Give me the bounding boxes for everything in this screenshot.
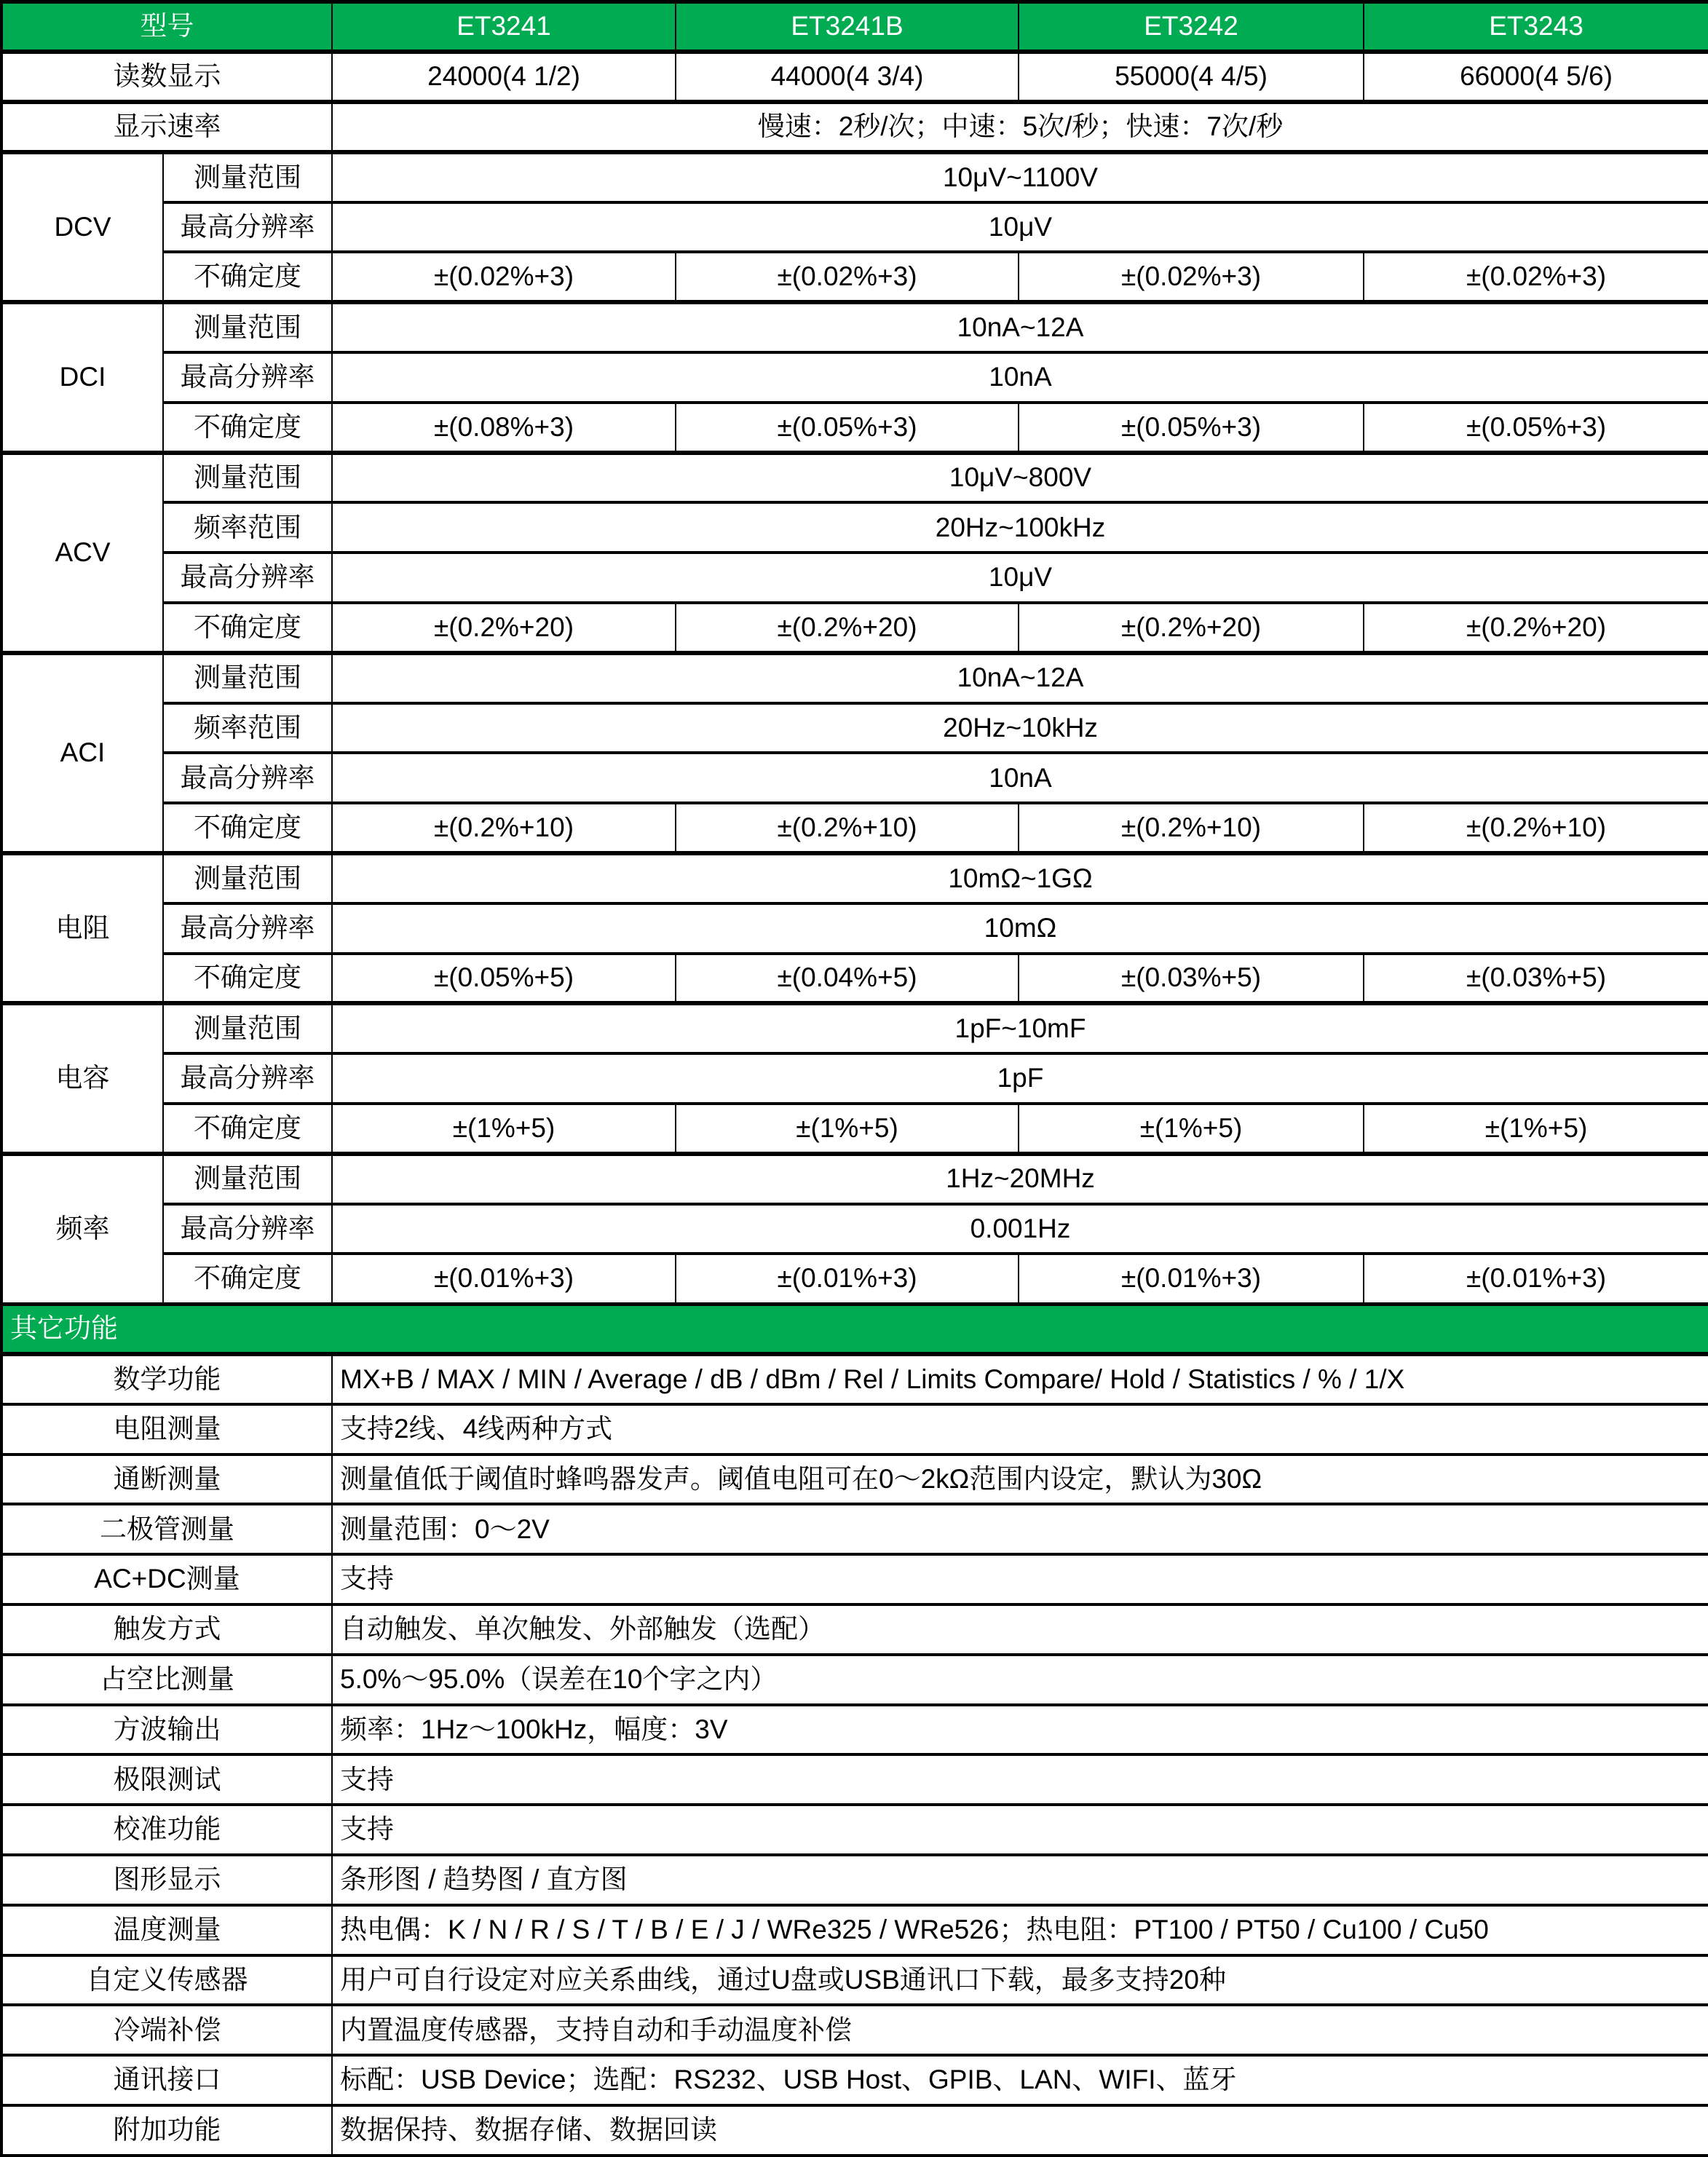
function-label: 通讯接口 — [1, 2055, 332, 2105]
spec-value-merged: 10nA — [332, 352, 1708, 403]
section-name: DCV — [1, 152, 163, 302]
section-name: ACV — [1, 453, 163, 653]
table-row — [1, 2105, 1708, 2156]
spec-value: ±(0.02%+3) — [676, 252, 1019, 302]
function-label: AC+DC测量 — [1, 1554, 332, 1604]
spec-row-label: 测量范围 — [163, 152, 332, 202]
section-name: ACI — [1, 653, 163, 853]
table-row — [1, 2, 1708, 52]
spec-value: ±(0.2%+20) — [332, 603, 676, 653]
function-value: 自动触发、单次触发、外部触发（选配） — [332, 1604, 1708, 1655]
table-row — [1, 1204, 1708, 1254]
spec-value: ±(1%+5) — [332, 1104, 676, 1154]
function-label: 图形显示 — [1, 1855, 332, 1905]
table-row — [1, 703, 1708, 753]
function-value: 用户可自行设定对应关系曲线，通过U盘或USB通讯口下载，最多支持20种 — [332, 1955, 1708, 2006]
spec-value-merged: 10μV — [332, 202, 1708, 253]
model-header-label: 型号 — [1, 2, 332, 52]
spec-value: ±(0.01%+3) — [676, 1254, 1019, 1304]
spec-value: ±(0.08%+3) — [332, 403, 676, 453]
table-row — [1, 954, 1708, 1004]
table-row — [1, 1254, 1708, 1304]
spec-row-label: 不确定度 — [163, 803, 332, 853]
spec-value: ±(1%+5) — [676, 1104, 1019, 1154]
spec-value: ±(0.02%+3) — [1019, 252, 1364, 302]
reading-value: 24000(4 1/2) — [332, 52, 676, 102]
function-label: 通断测量 — [1, 1455, 332, 1505]
spec-row-label: 最高分辨率 — [163, 202, 332, 253]
function-value: 支持 — [332, 1805, 1708, 1855]
spec-row-label: 最高分辨率 — [163, 1204, 332, 1254]
spec-value-merged: 10μV — [332, 553, 1708, 603]
table-row — [1, 502, 1708, 553]
table-row — [1, 903, 1708, 954]
table-row — [1, 1104, 1708, 1154]
function-label: 触发方式 — [1, 1604, 332, 1655]
table-row — [1, 1504, 1708, 1554]
table-row — [1, 1604, 1708, 1655]
reading-value: 55000(4 4/5) — [1019, 52, 1364, 102]
spec-row-label: 测量范围 — [163, 853, 332, 903]
function-value: 支持 — [332, 1754, 1708, 1805]
table-row — [1, 1754, 1708, 1805]
table-row — [1, 202, 1708, 253]
spec-value: ±(0.01%+3) — [1019, 1254, 1364, 1304]
table-row — [1, 352, 1708, 403]
table-row — [1, 1304, 1708, 1354]
spec-value-merged: 10mΩ~1GΩ — [332, 853, 1708, 903]
table-row — [1, 603, 1708, 653]
spec-row-label: 测量范围 — [163, 1003, 332, 1053]
spec-value-merged: 10nA~12A — [332, 302, 1708, 352]
spec-value: ±(0.02%+3) — [332, 252, 676, 302]
model-name: ET3242 — [1019, 2, 1364, 52]
rate-value: 慢速：2秒/次；中速：5次/秒；快速：7次/秒 — [332, 102, 1708, 152]
function-value: 频率：1Hz～100kHz，幅度：3V — [332, 1705, 1708, 1755]
spec-value: ±(0.05%+3) — [1364, 403, 1708, 453]
spec-row-label: 测量范围 — [163, 1154, 332, 1204]
table-row — [1, 553, 1708, 603]
function-label: 占空比测量 — [1, 1655, 332, 1705]
function-value: MX+B / MAX / MIN / Average / dB / dBm / Rel / Limits Compare/ Hold / Statistics / % / 1/X — [332, 1354, 1708, 1404]
table-row — [1, 1003, 1708, 1053]
model-name: ET3243 — [1364, 2, 1708, 52]
spec-value: ±(0.03%+5) — [1364, 954, 1708, 1004]
spec-value-merged: 20Hz~100kHz — [332, 502, 1708, 553]
spec-row-label: 测量范围 — [163, 302, 332, 352]
function-value: 5.0%～95.0%（误差在10个字之内） — [332, 1655, 1708, 1705]
spec-row-label: 最高分辨率 — [163, 753, 332, 803]
spec-row-label: 测量范围 — [163, 453, 332, 503]
spec-value: ±(0.2%+10) — [1364, 803, 1708, 853]
table-row — [1, 52, 1708, 102]
function-value: 测量范围：0～2V — [332, 1504, 1708, 1554]
function-label: 温度测量 — [1, 1905, 332, 1955]
function-value: 测量值低于阈值时蜂鸣器发声。阈值电阻可在0～2kΩ范围内设定，默认为30Ω — [332, 1455, 1708, 1505]
reading-value: 66000(4 5/6) — [1364, 52, 1708, 102]
spec-value-merged: 10mΩ — [332, 903, 1708, 954]
spec-value: ±(0.05%+3) — [676, 403, 1019, 453]
spec-row-label: 最高分辨率 — [163, 553, 332, 603]
spec-value: ±(0.04%+5) — [676, 954, 1019, 1004]
section-name: 电容 — [1, 1003, 163, 1153]
function-value: 标配：USB Device；选配：RS232、USB Host、GPIB、LAN、WIFI、蓝牙 — [332, 2055, 1708, 2105]
spec-row-label: 不确定度 — [163, 1254, 332, 1304]
table-row — [1, 1053, 1708, 1104]
spec-row-label: 不确定度 — [163, 403, 332, 453]
spec-value: ±(0.05%+5) — [332, 954, 676, 1004]
function-value: 支持 — [332, 1554, 1708, 1604]
table-row — [1, 152, 1708, 202]
spec-row-label: 不确定度 — [163, 1104, 332, 1154]
spec-row-label: 不确定度 — [163, 252, 332, 302]
table-row — [1, 1404, 1708, 1455]
function-label: 冷端补偿 — [1, 2005, 332, 2055]
function-label: 极限测试 — [1, 1754, 332, 1805]
table-row — [1, 1855, 1708, 1905]
function-label: 数学功能 — [1, 1354, 332, 1404]
other-functions-header: 其它功能 — [1, 1304, 1708, 1354]
spec-row-label: 最高分辨率 — [163, 1053, 332, 1104]
table-row — [1, 753, 1708, 803]
spec-value: ±(0.2%+20) — [676, 603, 1019, 653]
spec-value: ±(1%+5) — [1364, 1104, 1708, 1154]
table-row — [1, 1805, 1708, 1855]
spec-value-merged: 1pF~10mF — [332, 1003, 1708, 1053]
section-name: 电阻 — [1, 853, 163, 1003]
spec-value: ±(0.2%+10) — [676, 803, 1019, 853]
spec-value: ±(0.2%+20) — [1019, 603, 1364, 653]
table-row — [1, 1905, 1708, 1955]
table-row — [1, 1154, 1708, 1204]
spec-row-label: 最高分辨率 — [163, 352, 332, 403]
spec-value-merged: 20Hz~10kHz — [332, 703, 1708, 753]
spec-value-merged: 0.001Hz — [332, 1204, 1708, 1254]
spec-row-label: 最高分辨率 — [163, 903, 332, 954]
spec-value: ±(0.05%+3) — [1019, 403, 1364, 453]
table-row — [1, 653, 1708, 703]
spec-value-merged: 1Hz~20MHz — [332, 1154, 1708, 1204]
spec-value-merged: 10μV~1100V — [332, 152, 1708, 202]
function-label: 校准功能 — [1, 1805, 332, 1855]
table-row — [1, 853, 1708, 903]
function-value: 条形图 / 趋势图 / 直方图 — [332, 1855, 1708, 1905]
function-label: 附加功能 — [1, 2105, 332, 2156]
table-row — [1, 102, 1708, 152]
spec-value: ±(0.2%+10) — [1019, 803, 1364, 853]
function-label: 二极管测量 — [1, 1504, 332, 1554]
spec-row-label: 不确定度 — [163, 954, 332, 1004]
spec-value: ±(0.2%+10) — [332, 803, 676, 853]
section-name: 频率 — [1, 1154, 163, 1304]
spec-value: ±(0.01%+3) — [332, 1254, 676, 1304]
spec-value-merged: 10nA — [332, 753, 1708, 803]
function-value: 数据保持、数据存储、数据回读 — [332, 2105, 1708, 2156]
spec-value: ±(0.03%+5) — [1019, 954, 1364, 1004]
spec-row-label: 频率范围 — [163, 703, 332, 753]
table-row — [1, 1705, 1708, 1755]
function-value: 内置温度传感器，支持自动和手动温度补偿 — [332, 2005, 1708, 2055]
spec-value: ±(0.2%+20) — [1364, 603, 1708, 653]
row-label: 显示速率 — [1, 102, 332, 152]
spec-table-body — [1, 2, 1708, 2156]
model-name: ET3241 — [332, 2, 676, 52]
table-row — [1, 2005, 1708, 2055]
table-row — [1, 2055, 1708, 2105]
model-name: ET3241B — [676, 2, 1019, 52]
table-row — [1, 1455, 1708, 1505]
table-row — [1, 453, 1708, 503]
function-label: 自定义传感器 — [1, 1955, 332, 2006]
spec-value-merged: 10nA~12A — [332, 653, 1708, 703]
reading-value: 44000(4 3/4) — [676, 52, 1019, 102]
function-value: 热电偶：K / N / R / S / T / B / E / J / WRe325 / WRe526；热电阻：PT100 / PT50 / Cu100 / Cu50 — [332, 1905, 1708, 1955]
spec-row-label: 频率范围 — [163, 502, 332, 553]
table-row — [1, 1655, 1708, 1705]
spec-value: ±(1%+5) — [1019, 1104, 1364, 1154]
spec-row-label: 不确定度 — [163, 603, 332, 653]
table-row — [1, 1554, 1708, 1604]
table-row — [1, 1955, 1708, 2006]
table-row — [1, 1354, 1708, 1404]
spec-value: ±(0.01%+3) — [1364, 1254, 1708, 1304]
section-name: DCI — [1, 302, 163, 452]
spec-row-label: 测量范围 — [163, 653, 332, 703]
function-value: 支持2线、4线两种方式 — [332, 1404, 1708, 1455]
spec-value-merged: 10μV~800V — [332, 453, 1708, 503]
table-row — [1, 803, 1708, 853]
spec-value: ±(0.02%+3) — [1364, 252, 1708, 302]
table-row — [1, 302, 1708, 352]
row-label: 读数显示 — [1, 52, 332, 102]
function-label: 电阻测量 — [1, 1404, 332, 1455]
table-row — [1, 252, 1708, 302]
table-row — [1, 403, 1708, 453]
spec-value-merged: 1pF — [332, 1053, 1708, 1104]
function-label: 方波输出 — [1, 1705, 332, 1755]
